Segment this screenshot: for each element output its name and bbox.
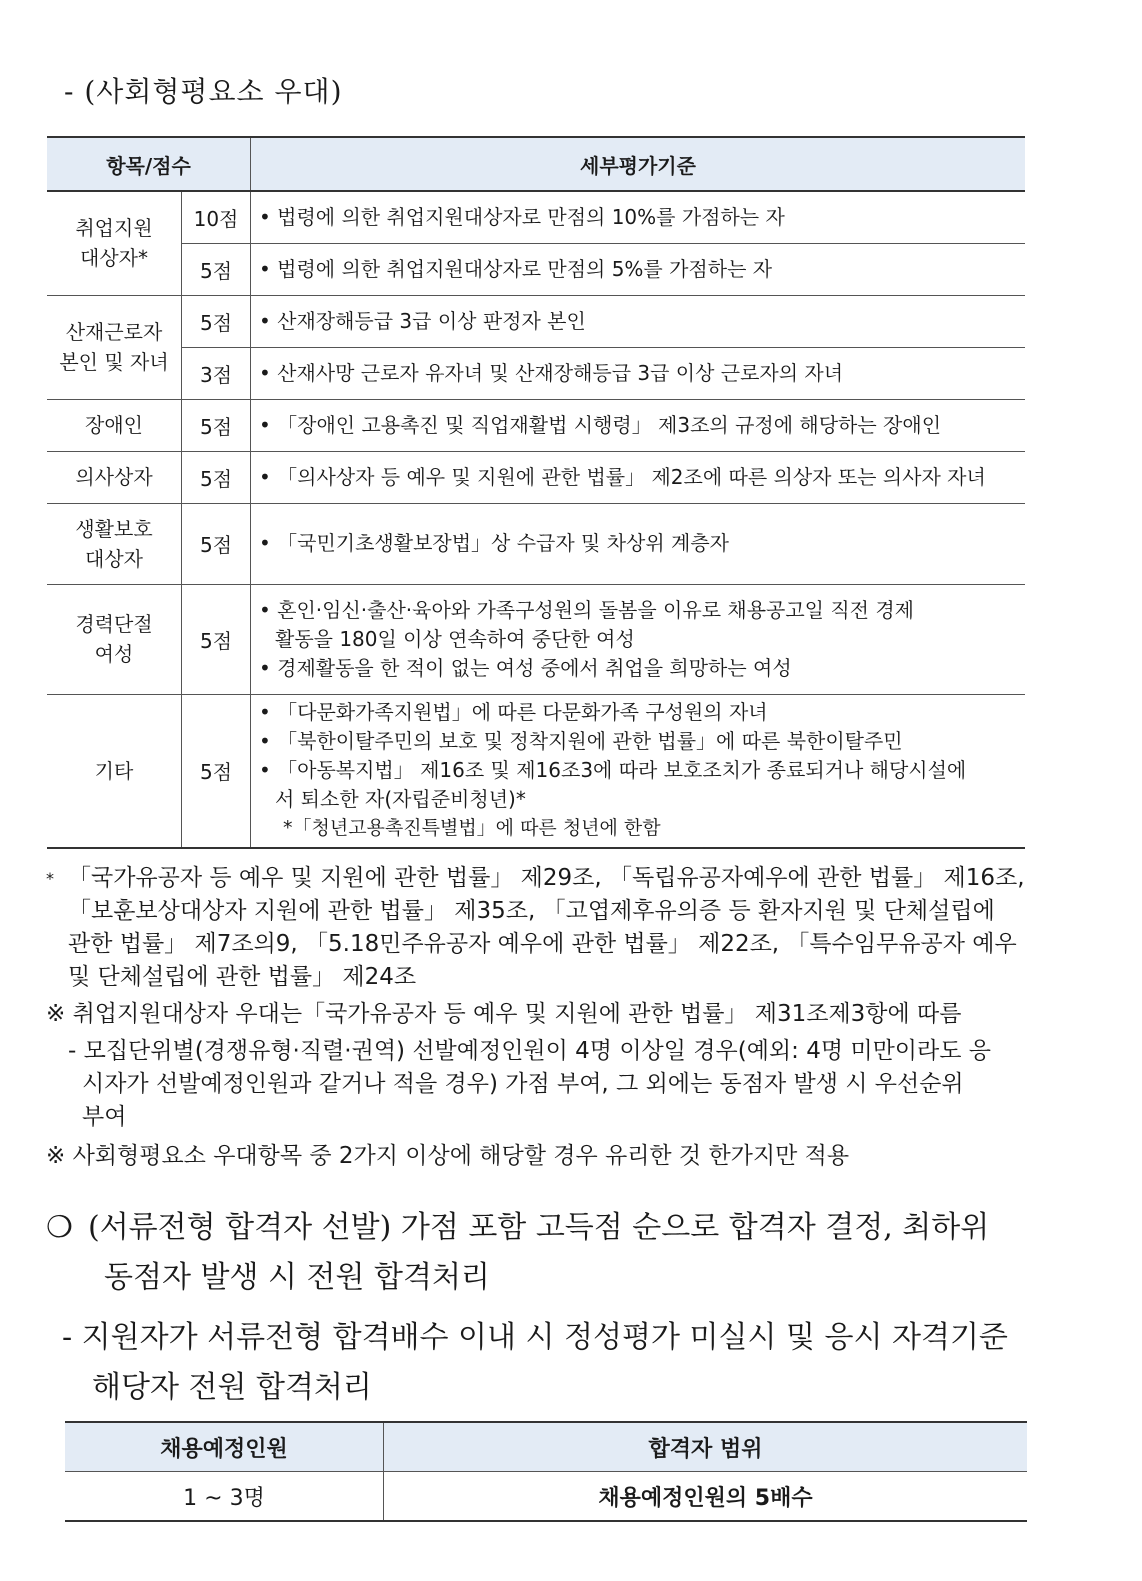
footnote: * 「국가유공자 등 예우 및 지원에 관한 법률」 제29조, 「독립유공자예우에 관한 법률」 제16조, 「보훈보상대상자 지원에 관한 법률」 제35조, 「고엽제후유의증 등 환자지원 및 단체설립에 관한 법률」 제7조의9, 「5.18민주유공자 예우에 관한 법률」 제22조, 「특수임무유공자 예우 및 단체설립에 관한 법률」 제24조	[46, 862, 1031, 994]
criteria-text: • 「장애인 고용촉진 및 직업재활법 시행령」 제3조의 규정에 해당하는 장애인	[251, 399, 1026, 451]
pass-range-table	[65, 1421, 1027, 1522]
header-detail: 세부평가기준	[251, 137, 1026, 191]
criteria-header-row	[47, 137, 1025, 191]
table-row	[47, 503, 1025, 584]
criteria-text: • 산재사망 근로자 유자녀 및 산재장해등급 3급 이상 근로자의 자녀	[251, 347, 1026, 399]
cell-planned-hires: 1 ~ 3명	[65, 1472, 384, 1522]
table-row	[47, 243, 1025, 295]
score-cell: 10점	[182, 191, 251, 243]
item-welfare: 생활보호 대상자	[47, 503, 182, 584]
table-row	[65, 1472, 1027, 1522]
item-disabled: 장애인	[47, 399, 182, 451]
table-row	[47, 191, 1025, 243]
footnote-mark: *	[46, 869, 54, 888]
selection-item: ❍ (서류전형 합격자 선발) 가점 포함 고득점 순으로 합격자 결정, 최하위 동점자 발생 시 전원 합격처리	[46, 1203, 1036, 1303]
table-row	[47, 584, 1025, 694]
table-row	[47, 347, 1025, 399]
pass-header-row	[65, 1422, 1027, 1472]
item-career-break: 경력단절 여성	[47, 584, 182, 694]
score-cell: 5점	[182, 295, 251, 347]
header-planned-hires: 채용예정인원	[65, 1422, 384, 1472]
criteria-text: • 법령에 의한 취업지원대상자로 만점의 5%를 가점하는 자	[251, 243, 1026, 295]
header-item-score: 항목/점수	[47, 137, 251, 191]
section-title: - (사회형평요소 우대)	[64, 75, 343, 108]
score-cell: 5점	[182, 399, 251, 451]
score-cell: 3점	[182, 347, 251, 399]
cell-pass-range: 채용예정인원의 5배수	[384, 1472, 1028, 1522]
selection-sub-item: - 지원자가 서류전형 합격배수 이내 시 정성평가 미실시 및 응시 자격기준 해당자 전원 합격처리	[62, 1320, 1008, 1405]
notes-block	[46, 862, 1031, 1173]
criteria-text: • 「국민기초생활보장법」상 수급자 및 차상위 계층자	[251, 503, 1026, 584]
reference-note: ※ 사회형평요소 우대항목 중 2가지 이상에 해당할 경우 유리한 것 한가지만 적용	[46, 1143, 850, 1169]
score-cell: 5점	[182, 694, 251, 848]
table-row	[47, 399, 1025, 451]
criteria-text: • 「의사상자 등 예우 및 지원에 관한 법률」 제2조에 따른 의상자 또는 의사자 자녀	[251, 451, 1026, 503]
score-cell: 5점	[182, 243, 251, 295]
score-cell: 5점	[182, 584, 251, 694]
circle-bullet-icon: ❍	[46, 1210, 73, 1245]
criteria-text: • 법령에 의한 취업지원대상자로 만점의 10%를 가점하는 자	[251, 191, 1026, 243]
item-industrial-accident: 산재근로자 본인 및 자녀	[47, 295, 182, 399]
item-employment-support: 취업지원 대상자*	[47, 191, 182, 295]
table-row	[47, 295, 1025, 347]
score-cell: 5점	[182, 503, 251, 584]
dash-note: - 모집단위별(경쟁유형·직렬·권역) 선발예정인원이 4명 이상일 경우(예외: 4명 미만이라도 응 시자가 선발예정인원과 같거나 적을 경우) 가점 부여, 그 외에는 동점자 발생 시 우선순위 부여	[68, 1038, 991, 1130]
criteria-table	[47, 136, 1025, 849]
criteria-text: • 혼인·임신·출산·육아와 가족구성원의 돌봄을 이유로 채용공고일 직전 경제 활동을 180일 이상 연속하여 중단한 여성 • 경제활동을 한 적이 없는 여성 중에서 취업을 희망하는 여성	[251, 584, 1026, 694]
score-cell: 5점	[182, 451, 251, 503]
header-pass-range: 합격자 범위	[384, 1422, 1028, 1472]
criteria-text: • 산재장해등급 3급 이상 판정자 본인	[251, 295, 1026, 347]
table-row	[47, 451, 1025, 503]
item-righteous: 의사상자	[47, 451, 182, 503]
criteria-text: • 「다문화가족지원법」에 따른 다문화가족 구성원의 자녀 • 「북한이탈주민의 보호 및 정착지원에 관한 법률」에 따른 북한이탈주민 • 「아동복지법」 제16조 및 제16조3에 따라 보호조치가 종료되거나 해당시설에 서 퇴소한 자(자립준비청년)* *「청년고용촉진특별법」에 따른 청년에 한함	[251, 694, 1026, 848]
reference-note: ※ 취업지원대상자 우대는「국가유공자 등 예우 및 지원에 관한 법률」 제31조제3항에 따름	[46, 1001, 962, 1027]
item-other: 기타	[47, 694, 182, 848]
table-row	[47, 694, 1025, 848]
